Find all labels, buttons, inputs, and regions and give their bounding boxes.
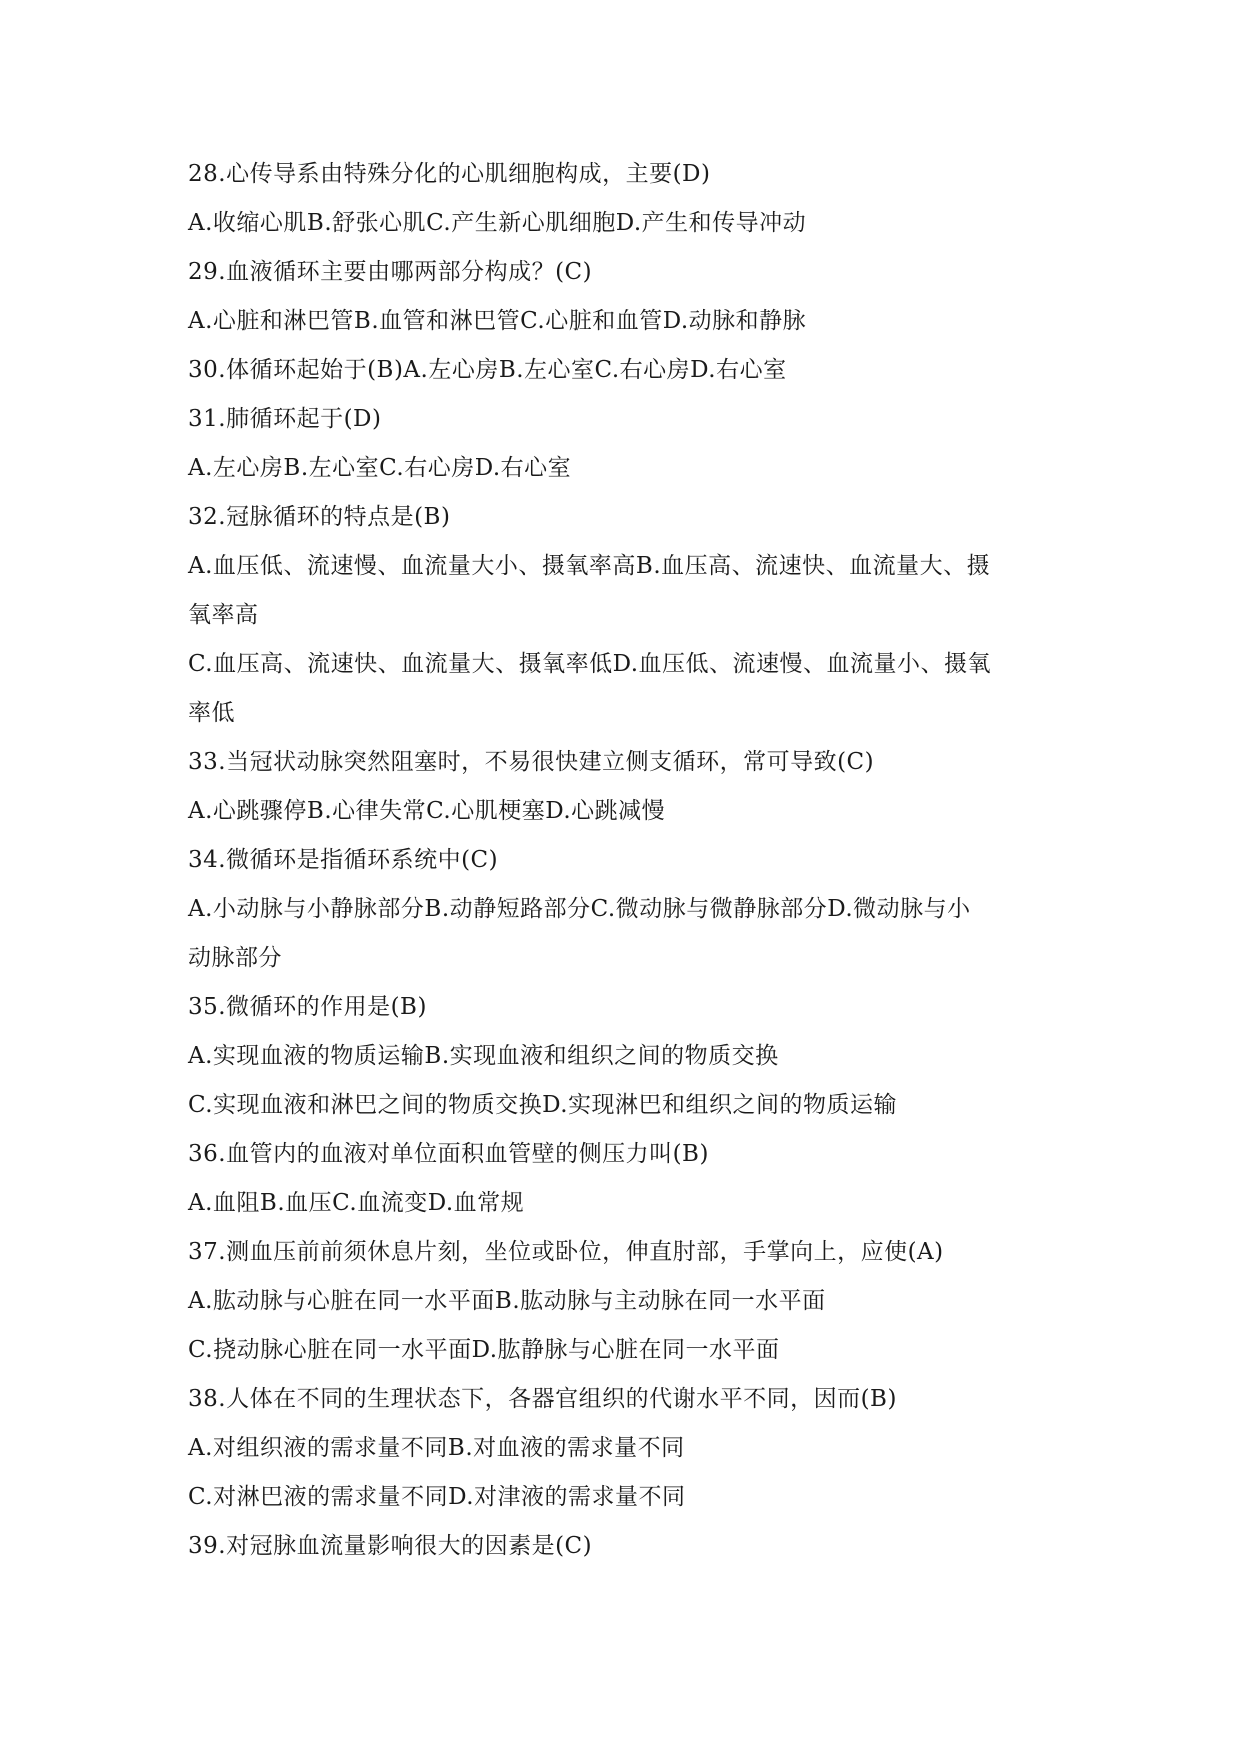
question-35: 35.微循环的作用是(B) (188, 994, 427, 1020)
question-33: 33.当冠状动脉突然阻塞时，不易很快建立侧支循环，常可导致(C) (188, 749, 875, 775)
question-34: 34.微循环是指循环系统中(C) (188, 847, 499, 873)
question-32-options-line-4: 率低 (188, 700, 235, 726)
question-38-options-line-2: C.对淋巴液的需求量不同D.对津液的需求量不同 (188, 1484, 686, 1510)
question-30: 30.体循环起始于(B)A.左心房B.左心室C.右心房D.右心室 (188, 357, 787, 383)
question-34-options-line-2: 动脉部分 (188, 945, 282, 971)
question-38-options-line-1: A.对组织液的需求量不同B.对血液的需求量不同 (188, 1435, 685, 1461)
question-31-options: A.左心房B.左心室C.右心房D.右心室 (188, 455, 572, 481)
question-37: 37.测血压前前须休息片刻，坐位或卧位，伸直肘部，手掌向上，应使(A) (188, 1239, 944, 1265)
question-31: 31.肺循环起于(D) (188, 406, 382, 432)
question-39: 39.对冠脉血流量影响很大的因素是(C) (188, 1533, 593, 1559)
question-35-options-line-1: A.实现血液的物质运输B.实现血液和组织之间的物质交换 (188, 1043, 779, 1069)
question-35-options-line-2: C.实现血液和淋巴之间的物质交换D.实现淋巴和组织之间的物质运输 (188, 1092, 898, 1118)
question-34-options-line-1: A.小动脉与小静脉部分B.动静短路部分C.微动脉与微静脉部分D.微动脉与小 (188, 896, 971, 922)
question-29: 29.血液循环主要由哪两部分构成？(C) (188, 259, 593, 285)
question-32-options-line-3: C.血压高、流速快、血流量大、摄氧率低D.血压低、流速慢、血流量小、摄氧 (188, 651, 992, 677)
question-36-options: A.血阻B.血压C.血流变D.血常规 (188, 1190, 525, 1216)
question-37-options-line-1: A.肱动脉与心脏在同一水平面B.肱动脉与主动脉在同一水平面 (188, 1288, 826, 1314)
document-page (188, 150, 1058, 1571)
question-32-options-line-2: 氧率高 (188, 602, 259, 628)
question-28-options: A.收缩心肌B.舒张心肌C.产生新心肌细胞D.产生和传导冲动 (188, 210, 807, 236)
question-36: 36.血管内的血液对单位面积血管壁的侧压力叫(B) (188, 1141, 709, 1167)
question-32-options-line-1: A.血压低、流速慢、血流量大小、摄氧率高B.血压高、流速快、血流量大、摄 (188, 553, 991, 579)
question-29-options: A.心脏和淋巴管B.血管和淋巴管C.心脏和血管D.动脉和静脉 (188, 308, 807, 334)
question-28: 28.心传导系由特殊分化的心肌细胞构成，主要(D) (188, 161, 711, 187)
question-37-options-line-2: C.挠动脉心脏在同一水平面D.肱静脉与心脏在同一水平面 (188, 1337, 780, 1363)
question-33-options: A.心跳骤停B.心律失常C.心肌梗塞D.心跳减慢 (188, 798, 666, 824)
question-32: 32.冠脉循环的特点是(B) (188, 504, 451, 530)
question-38: 38.人体在不同的生理状态下，各器官组织的代谢水平不同，因而(B) (188, 1386, 897, 1412)
